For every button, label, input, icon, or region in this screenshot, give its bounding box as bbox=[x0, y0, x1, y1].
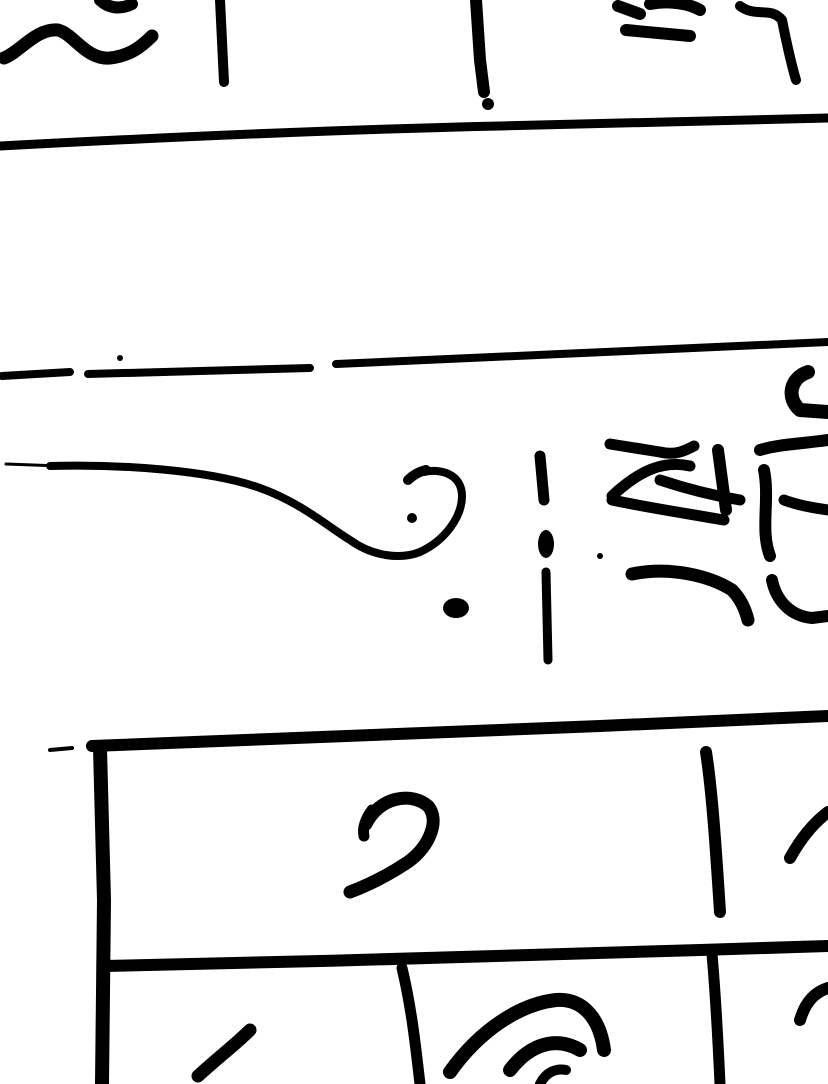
script-glyph-icon bbox=[538, 530, 554, 558]
table-border bbox=[50, 748, 72, 750]
script-glyph-icon bbox=[546, 572, 548, 660]
script-glyph-icon bbox=[220, 0, 224, 82]
script-glyph-icon bbox=[407, 513, 417, 523]
script-glyph-icon bbox=[476, 0, 484, 92]
script-glyph-icon bbox=[540, 456, 544, 500]
script-glyph-icon bbox=[482, 98, 494, 110]
script-glyph-icon bbox=[443, 598, 469, 618]
table-border bbox=[100, 748, 104, 1084]
